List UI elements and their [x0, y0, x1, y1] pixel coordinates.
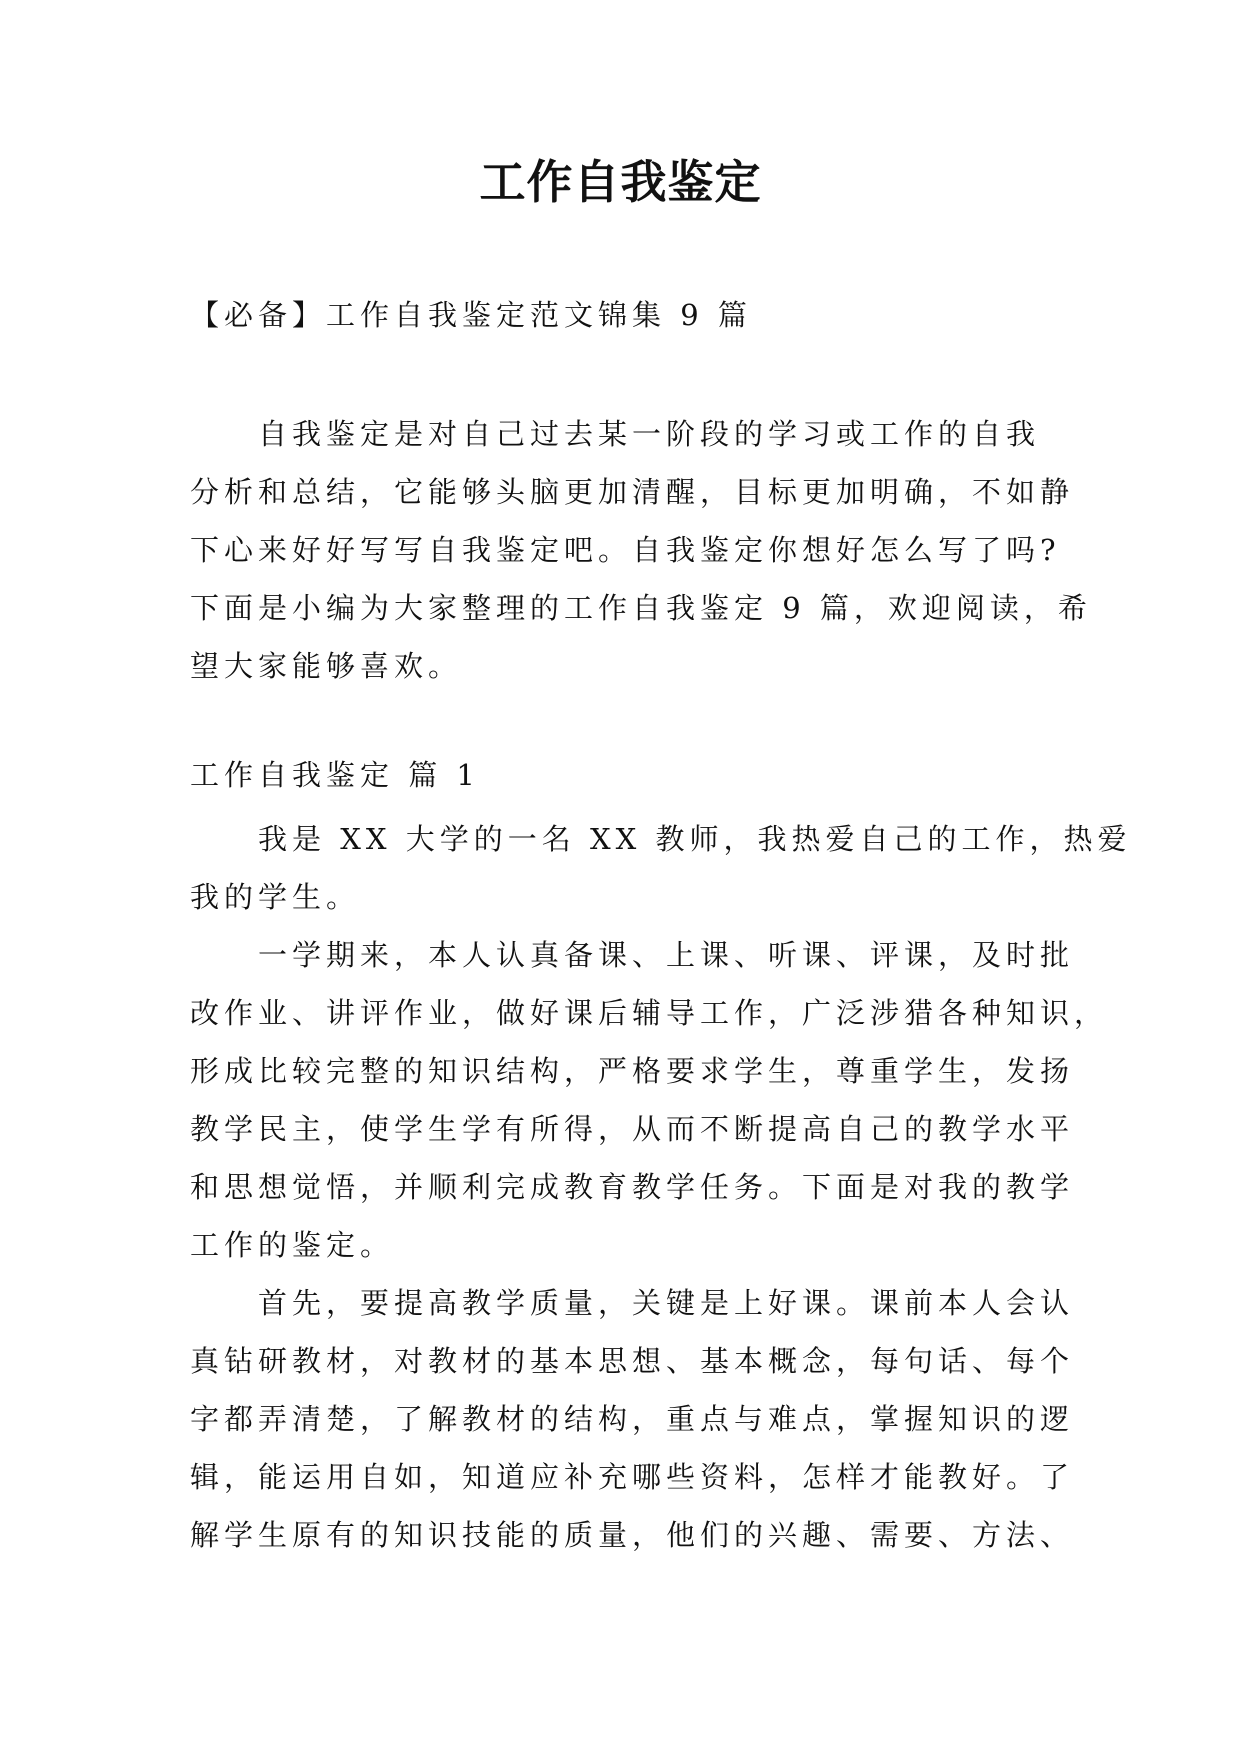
body-line: 辑，能运用自如，知道应补充哪些资料，怎样才能教好。了: [190, 1460, 1075, 1494]
body-line: 我是 XX 大学的一名 XX 教师，我热爱自己的工作，热爱: [258, 822, 1132, 856]
body-line: 一学期来，本人认真备课、上课、听课、评课，及时批: [258, 938, 1075, 972]
body-line: 和思想觉悟，并顺利完成教育教学任务。下面是对我的教学: [190, 1170, 1075, 1204]
body-line: 解学生原有的知识技能的质量，他们的兴趣、需要、方法、: [190, 1518, 1075, 1552]
intro-line: 下面是小编为大家整理的工作自我鉴定 9 篇，欢迎阅读，希: [190, 591, 1092, 625]
body-line: 教学民主，使学生学有所得，从而不断提高自己的教学水平: [190, 1112, 1075, 1146]
body-line: 真钻研教材，对教材的基本思想、基本概念，每句话、每个: [190, 1344, 1075, 1378]
body-line: 首先，要提高教学质量，关键是上好课。课前本人会认: [258, 1286, 1075, 1320]
intro-line: 自我鉴定是对自己过去某一阶段的学习或工作的自我: [258, 417, 1041, 451]
section-body: [190, 810, 1132, 1564]
body-line: 工作的鉴定。: [190, 1228, 395, 1262]
document-title: 工作自我鉴定: [479, 155, 762, 209]
body-line: 我的学生。: [190, 880, 361, 914]
intro-line: 望大家能够喜欢。: [190, 649, 463, 683]
body-line: 形成比较完整的知识结构，严格要求学生，尊重学生，发扬: [190, 1054, 1075, 1088]
intro-paragraph: [190, 405, 1092, 695]
intro-line: 下心来好好写写自我鉴定吧。自我鉴定你想好怎么写了吗?: [190, 533, 1061, 567]
section-heading: 工作自我鉴定 篇 1: [190, 758, 480, 792]
intro-line: 分析和总结，它能够头脑更加清醒，目标更加明确，不如静: [190, 475, 1075, 509]
body-line: 改作业、讲评作业，做好课后辅导工作，广泛涉猎各种知识，: [190, 996, 1109, 1030]
document-subtitle: 【必备】工作自我鉴定范文锦集 9 篇: [190, 298, 752, 332]
body-line: 字都弄清楚，了解教材的结构，重点与难点，掌握知识的逻: [190, 1402, 1075, 1436]
